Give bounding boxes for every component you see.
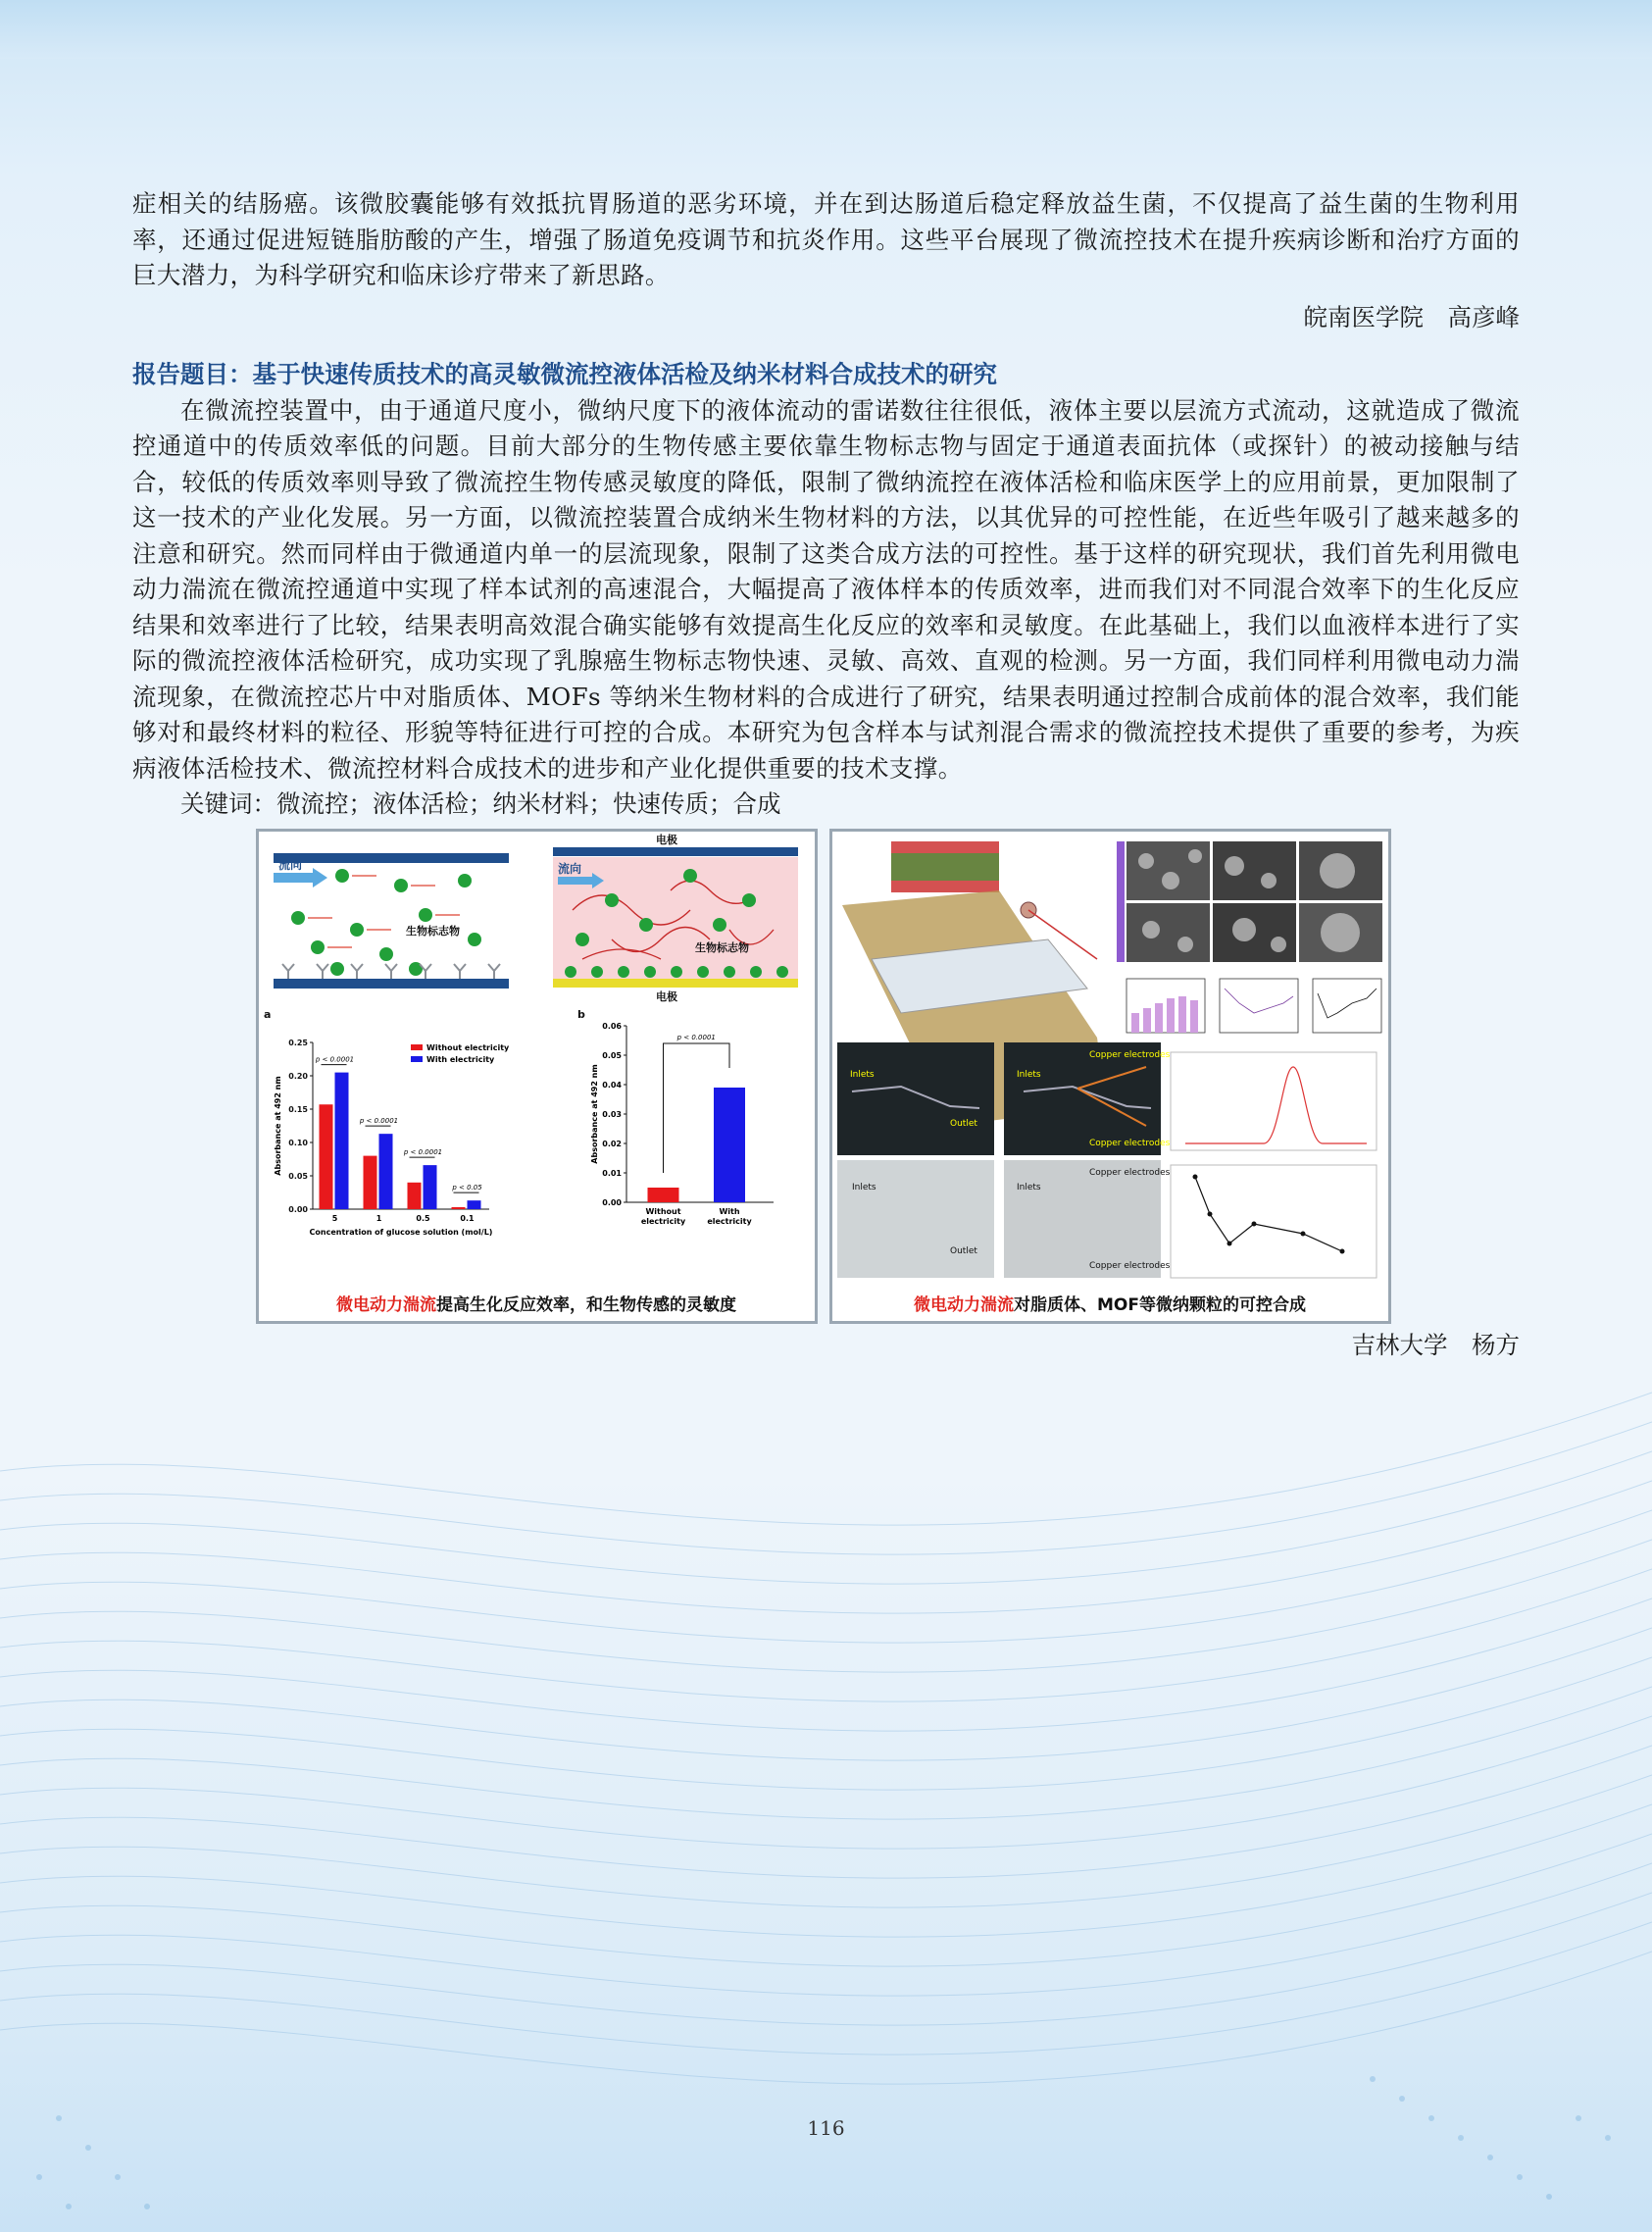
- chart-a-legend-swatch: [411, 1044, 423, 1050]
- chart-b-annotation: p < 0.0001: [676, 1033, 716, 1041]
- chart-a-xtick-label: 5: [331, 1213, 337, 1223]
- chart-a-ytick-label: 0.20: [287, 1071, 308, 1081]
- keywords: 关键词：微流控；液体活检；纳米材料；快速传质；合成: [180, 789, 781, 818]
- figure-left-caption-highlight: 微电动力湍流: [336, 1294, 436, 1315]
- chart-b-ylabel: Absorbance at 492 nm: [589, 1063, 599, 1164]
- chart-a-legend-label: With electricity: [426, 1054, 494, 1064]
- small-plots: [1126, 979, 1381, 1033]
- chart-b-xtick-label: With electricity: [706, 1206, 752, 1226]
- chart-a-bar: [467, 1200, 480, 1209]
- figure-left-caption: [259, 1291, 815, 1315]
- chart-a: [274, 1039, 510, 1237]
- copper-label-1: Copper electrodes: [1088, 1049, 1170, 1060]
- chart-a-ytick-label: 0.25: [287, 1038, 308, 1047]
- chart-a-ytick-label: 0.05: [287, 1171, 308, 1181]
- page-number: 116: [807, 2116, 845, 2140]
- chart-a-annotation: p < 0.05: [451, 1183, 482, 1192]
- distribution-plots: [1171, 1052, 1377, 1278]
- chart-b-ytick-label: 0.02: [601, 1139, 622, 1148]
- figure: [126, 829, 1520, 1324]
- report-title: 报告题目：基于快速传质技术的高灵敏微流控液体活检及纳米材料合成技术的研究: [132, 360, 997, 388]
- chart-a-xtick-label: 0.5: [415, 1213, 430, 1223]
- inlets-label-2: Inlets: [1016, 1069, 1041, 1080]
- electrode-label-bottom: 电极: [655, 989, 677, 1003]
- chart-b-ytick-label: 0.00: [601, 1197, 622, 1207]
- panel-b-label: b: [576, 1007, 585, 1021]
- chart-a-bar: [334, 1072, 348, 1208]
- chart-b-ytick-label: 0.05: [601, 1050, 622, 1060]
- figure-left-caption-text: 提高生化反应效率，和生物传感的灵敏度: [436, 1294, 736, 1315]
- report-body: 在微流控装置中，由于通道尺度小，微纳尺度下的液体流动的雷诺数往往很低，液体主要以层流方式流动，这就造成了微流控通道中的传质效率低的问题。目前大部分的生物传感主要依靠生物标志物与固定于通道表面抗体（或探针）的被动接触与结合，较低的传质效率则导致了微流控生物传感灵敏度的降低，限制了微纳流控在液体活检和临床医学上的应用前景，更加限制了这一技术的产业化发展。另一方面，以微流控装置合成纳米生物材料的方法，以其优异的可控性能，在近些年吸引了越来越多的注意和研究。然而同样由于微通道内单一的层流现象，限制了这类合成方法的可控性。基于这样的研究现状，我们首先利用微电动力湍流在微流控通道中实现了样本试剂的高速混合，大幅提高了液体样本的传质效率，进而我们对不同混合效率下的生化反应结果和效率进行了比较，结果表明高效混合确实能够有效提高生化反应的效率和灵敏度。在此基础上，我们以血液样本进行了实际的微流控液体活检研究，成功实现了乳腺癌生物标志物快速、灵敏、高效、直观的检测。另一方面，我们同样利用微电动力湍流现象，在微流控芯片中对脂质体、MOFs 等纳米生物材料的合成进行了研究，结果表明通过控制合成前体的混合效率，我们能够对和最终材料的粒径、形貌等特征进行可控的合成。本研究为包含样本与试剂混合需求的微流控技术提供了重要的参考，为疾病液体活检技术、微流控材料合成技术的进步和产业化提供重要的技术支撑。: [132, 395, 1520, 783]
- chart-b-ytick-label: 0.06: [601, 1021, 622, 1031]
- chart-a-annotation: p < 0.0001: [403, 1147, 442, 1156]
- report-signature: 吉林大学 杨方: [1351, 1330, 1520, 1359]
- inlets-label-4: Inlets: [1016, 1182, 1041, 1192]
- figure-right-caption-text: 对脂质体、MOF等微纳颗粒的可控合成: [1014, 1294, 1306, 1315]
- chart-a-bar: [423, 1165, 436, 1209]
- background-wave-decoration: [0, 1275, 1652, 2232]
- flow-label-left: 流向: [277, 857, 302, 872]
- chart-a-bar: [451, 1206, 465, 1208]
- figure-right-caption: [832, 1291, 1388, 1315]
- outlet-label-2: Outlet: [949, 1245, 977, 1256]
- chart-a-xtick-label: 1: [375, 1213, 381, 1223]
- outlet-label-1: Outlet: [949, 1118, 977, 1129]
- figure-right-schematic: [832, 832, 1388, 1288]
- chart-a-ylabel: Absorbance at 492 nm: [273, 1075, 282, 1176]
- copper-label-2: Copper electrodes: [1088, 1138, 1170, 1148]
- inlets-label-3: Inlets: [851, 1182, 876, 1192]
- chart-b-ytick-label: 0.03: [601, 1109, 622, 1119]
- chart-a-bar: [319, 1104, 332, 1209]
- intro-signature: 皖南医学院 高彦峰: [1303, 302, 1520, 331]
- chart-a-annotation: p < 0.0001: [315, 1055, 354, 1064]
- chart-b-xtick-label: Without electricity: [640, 1206, 685, 1226]
- biomarker-label-right: 生物标志物: [694, 940, 749, 954]
- figure-right-caption-highlight: 微电动力湍流: [914, 1294, 1014, 1315]
- figure-right-panel: [829, 829, 1391, 1324]
- chart-b-bar: [714, 1088, 745, 1202]
- figure-left-schematic: [259, 832, 815, 1288]
- panel-a-label: a: [263, 1007, 271, 1021]
- intro-paragraph: 症相关的结肠癌。该微胶囊能够有效抵抗胃肠道的恶劣环境，并在到达肠道后稳定释放益生菌，不仅提高了益生菌的生物利用率，还通过促进短链脂肪酸的产生，增强了肠道免疫调节和抗炎作用。这些平台展现了微流控技术在提升疾病诊断和治疗方面的巨大潜力，为科学研究和临床诊疗带来了新思路。: [132, 189, 1520, 289]
- figure-left-panel: [256, 829, 818, 1324]
- copper-label-4: Copper electrodes: [1088, 1260, 1170, 1271]
- biomarker-label-left: 生物标志物: [405, 924, 460, 938]
- electrode-label-top: 电极: [655, 833, 677, 846]
- chart-b-bar: [647, 1188, 678, 1202]
- chart-a-bar: [363, 1155, 376, 1208]
- chart-a-bar: [407, 1182, 421, 1208]
- chart-a-ytick-label: 0.00: [287, 1204, 308, 1214]
- chart-a-xlabel: Concentration of glucose solution (mol/L): [309, 1227, 492, 1237]
- chart-a-xtick-label: 0.1: [459, 1213, 475, 1223]
- chart-a-legend-swatch: [411, 1056, 423, 1062]
- chart-a-bar: [378, 1134, 392, 1209]
- chart-a-annotation: p < 0.0001: [359, 1116, 398, 1125]
- chart-a-ytick-label: 0.15: [287, 1104, 308, 1114]
- chart-a-legend-label: Without electricity: [426, 1042, 509, 1052]
- page-content: [132, 186, 1520, 1363]
- flow-label-right: 流向: [557, 861, 581, 876]
- chart-b: [590, 1022, 774, 1226]
- chart-b-ytick-label: 0.04: [601, 1080, 622, 1090]
- sem-image-grid: [1117, 841, 1382, 962]
- copper-label-3: Copper electrodes: [1088, 1167, 1170, 1178]
- header-band: [0, 0, 1652, 59]
- chart-b-ytick-label: 0.01: [601, 1168, 622, 1178]
- chart-a-ytick-label: 0.10: [287, 1138, 308, 1147]
- inlets-label-1: Inlets: [849, 1069, 875, 1080]
